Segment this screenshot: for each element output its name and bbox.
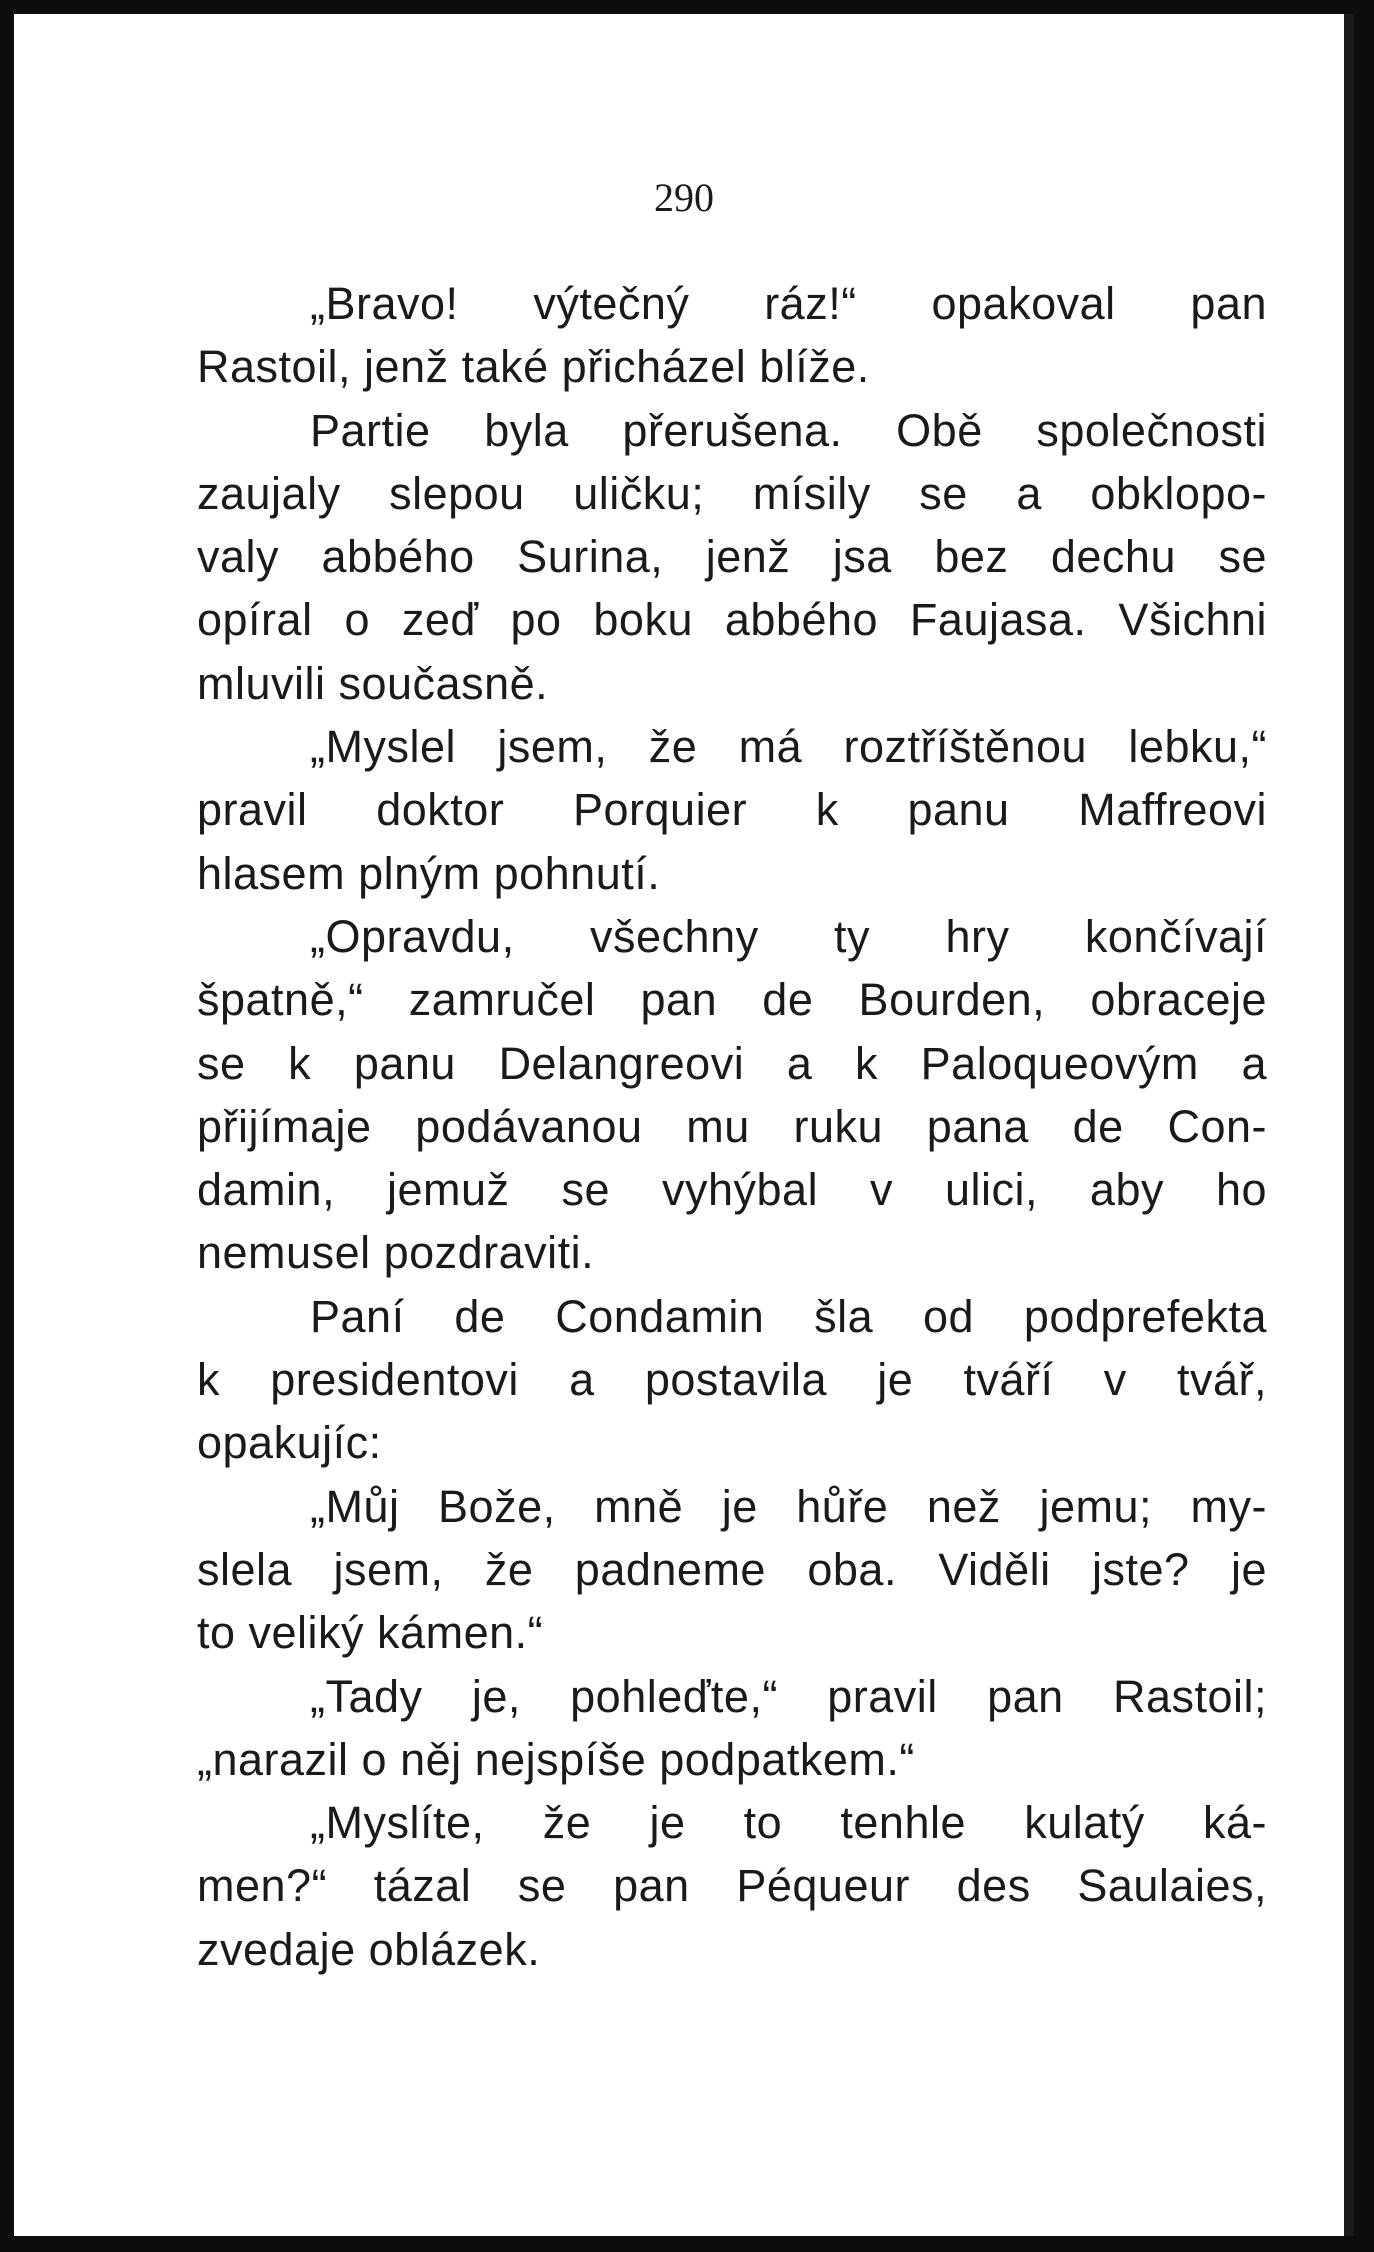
text-line: špatně,“ zamručel pan de Bourden, obraceje: [197, 974, 1267, 1026]
text-line: hlasem plným pohnutí.: [197, 847, 661, 899]
text-line: pravil doktor Porquier k panu Maffreovi: [197, 784, 1267, 836]
text-line: „Opravdu, všechny ty hry končívají: [310, 910, 1267, 962]
text-line: zvedaje oblázek.: [197, 1923, 541, 1975]
text-line: k presidentovi a postavila je tváří v tvář,: [197, 1354, 1267, 1406]
text-line: zaujaly slepou uličku; mísily se a obklopo-: [197, 467, 1267, 519]
text-line: men?“ tázal se pan Péqueur des Saulaies,: [197, 1860, 1267, 1912]
text-line: opakujíc:: [197, 1417, 382, 1469]
text-line: „Tady je, pohleďte,“ pravil pan Rastoil;: [310, 1670, 1267, 1722]
text-line: Partie byla přerušena. Obě společnosti: [310, 404, 1267, 456]
text-line: mluvili současně.: [197, 657, 549, 709]
body-text: [197, 272, 1267, 1981]
page-edge-shadow: [1344, 14, 1354, 2236]
book-page: [14, 14, 1354, 2236]
text-line: nemusel pozdraviti.: [197, 1227, 595, 1279]
text-line: „Bravo! výtečný ráz!“ opakoval pan: [310, 278, 1267, 329]
text-line: to veliký kámen.“: [197, 1607, 544, 1659]
text-line: „Myslel jsem, že má roztříštěnou lebku,“: [310, 721, 1267, 773]
text-line: se k panu Delangreovi a k Paloqueovým a: [197, 1037, 1267, 1089]
text-line: Rastoil, jenž také přicházel blíže.: [197, 341, 870, 393]
text-line: „Myslíte, že je to tenhle kulatý ká-: [310, 1797, 1267, 1849]
page-number: 290: [654, 175, 714, 220]
text-line: damin, jemuž se vyhýbal v ulici, aby ho: [197, 1164, 1267, 1216]
text-line: Paní de Condamin šla od podprefekta: [310, 1290, 1267, 1342]
text-line: „Můj Bože, mně je hůře než jemu; my-: [310, 1480, 1267, 1532]
text-line: opíral o zeď po boku abbého Faujasa. Všichni: [197, 594, 1267, 646]
text-line: slela jsem, že padneme oba. Viděli jste? je: [197, 1543, 1267, 1595]
text-line: přijímaje podávanou mu ruku pana de Con-: [197, 1100, 1267, 1152]
text-line: valy abbého Surina, jenž jsa bez dechu se: [197, 531, 1267, 583]
text-line: „narazil o něj nejspíše podpatkem.“: [197, 1733, 915, 1785]
